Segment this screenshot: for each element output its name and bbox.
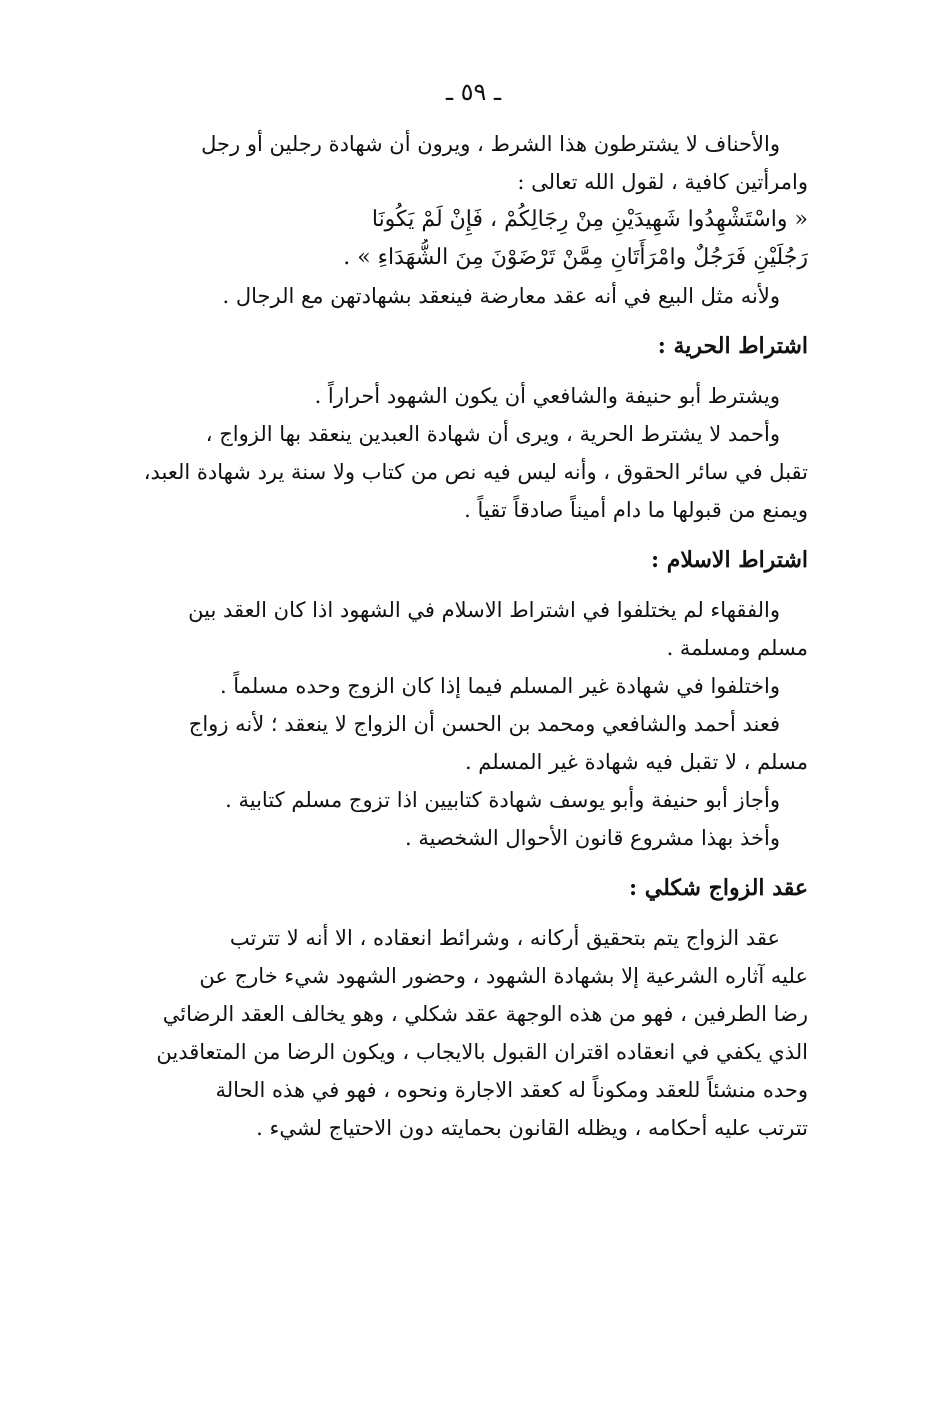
text-line: فعند أحمد والشافعي ومحمد بن الحسن أن الزواج لا ينعقد ؛ لأنه زواج	[188, 712, 780, 736]
text-line: مسلم ومسلمة .	[666, 636, 808, 660]
text-line: تقبل في سائر الحقوق ، وأنه ليس فيه نص من كتاب ولا سنة يرد شهادة العبد،	[143, 460, 808, 484]
text-line: ويمنع من قبولها ما دام أميناً صادقاً تقياً .	[464, 498, 808, 522]
text-line: عقد الزواج يتم بتحقيق أركانه ، وشرائط انعقاده ، الا أنه لا تترتب	[229, 926, 780, 950]
text-line: والأحناف لا يشترطون هذا الشرط ، ويرون أن شهادة رجلين أو رجل	[201, 132, 780, 156]
text-line: ويشترط أبو حنيفة والشافعي أن يكون الشهود أحراراً .	[314, 384, 780, 408]
section-heading-formal-contract: عقد الزواج شكلي :	[629, 875, 808, 901]
text-line: وحده منشئاً للعقد ومكوناً له كعقد الاجارة ونحوه ، فهو في هذه الحالة	[215, 1078, 808, 1102]
text-line: وأخذ بهذا مشروع قانون الأحوال الشخصية .	[405, 826, 780, 850]
text-line: ولأنه مثل البيع في أنه عقد معارضة فينعقد بشهادتهن مع الرجال .	[222, 284, 780, 308]
text-line: وامرأتين كافية ، لقول الله تعالى :	[517, 170, 808, 194]
quran-verse-line: « واسْتَشْهِدُوا شَهِيدَيْنِ مِنْ رِجَالِكُمْ ، فَإِنْ لَمْ يَكُونَا	[371, 207, 808, 232]
page-body	[132, 125, 808, 1147]
text-line: الذي يكفي في انعقاده اقتران القبول بالايجاب ، ويكون الرضا من المتعاقدين	[156, 1040, 808, 1064]
text-line: والفقهاء لم يختلفوا في اشتراط الاسلام في الشهود اذا كان العقد بين	[188, 598, 780, 622]
text-line: وأجاز أبو حنيفة وأبو يوسف شهادة كتابيين اذا تزوج مسلم كتابية .	[225, 788, 780, 812]
text-line: وأحمد لا يشترط الحرية ، ويرى أن شهادة العبدين ينعقد بها الزواج ،	[205, 422, 780, 446]
section-heading-islam: اشتراط الاسلام :	[650, 547, 808, 573]
section-heading-freedom: اشتراط الحرية :	[657, 333, 808, 359]
quran-verse-line: رَجُلَيْنِ فَرَجُلٌ وامْرَأَتَانِ مِمَّنْ تَرْضَوْنَ مِنَ الشُّهَدَاءِ » .	[343, 245, 808, 270]
text-line: واختلفوا في شهادة غير المسلم فيما إذا كان الزوج وحده مسلماً .	[219, 674, 780, 698]
text-line: عليه آثاره الشرعية إلا بشهادة الشهود ، وحضور الشهود شيء خارج عن	[199, 964, 808, 988]
text-line: رضا الطرفين ، فهو من هذه الوجهة عقد شكلي ، وهو يخالف العقد الرضائي	[162, 1002, 808, 1026]
text-line: تترتب عليه أحكامه ، ويظله القانون بحمايته دون الاحتياج لشيء .	[256, 1116, 808, 1140]
page-number: ـ ٥٩ ـ	[445, 78, 502, 106]
text-line: مسلم ، لا تقبل فيه شهادة غير المسلم .	[464, 750, 808, 774]
